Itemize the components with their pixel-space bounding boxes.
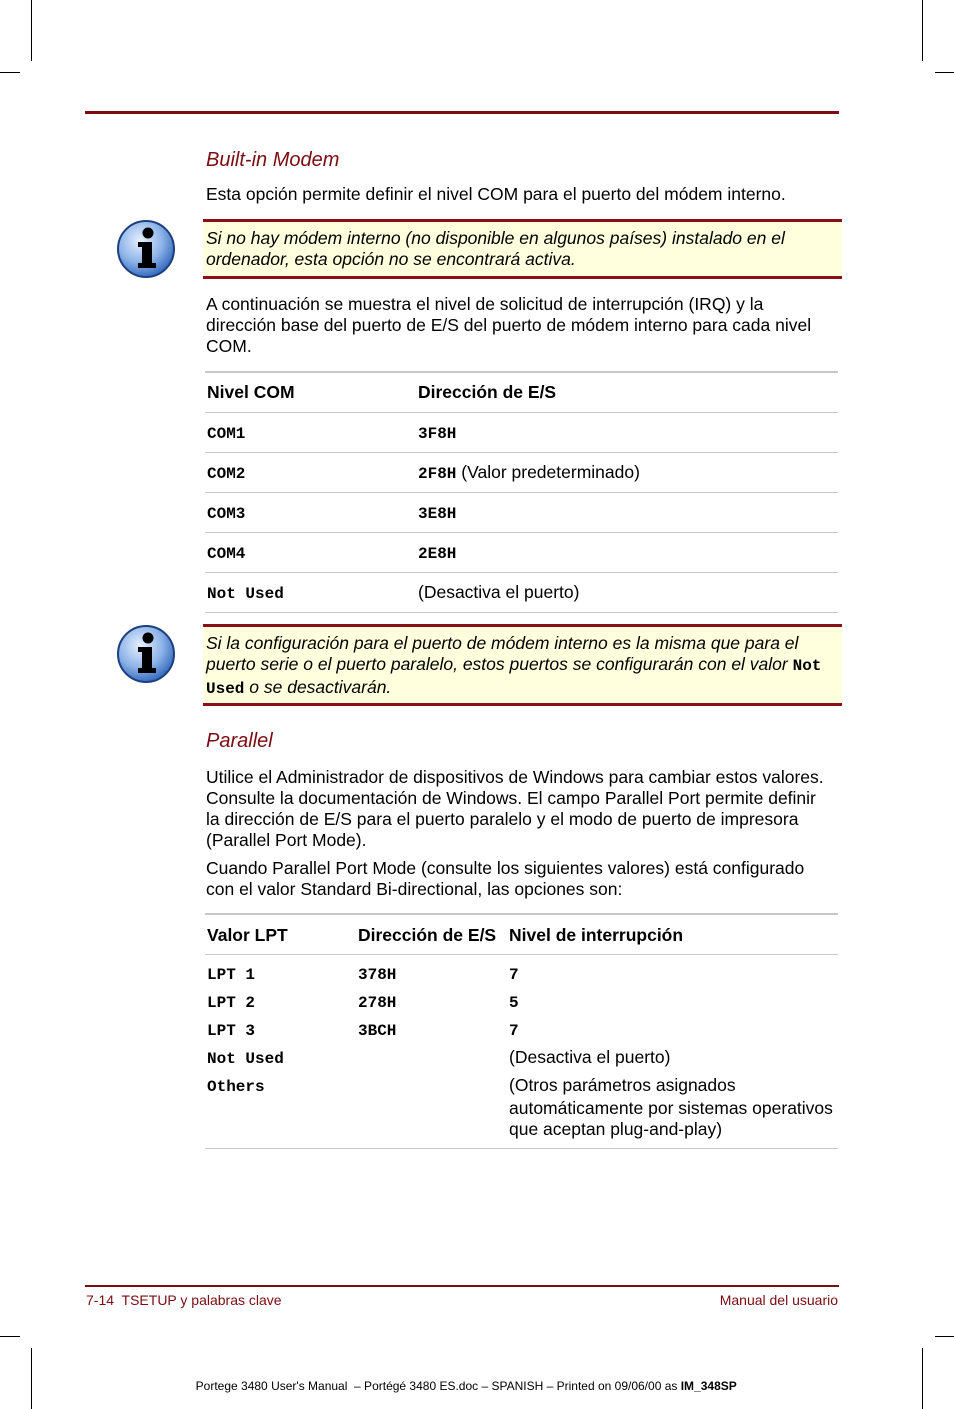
table-row [205, 493, 838, 533]
parallel-paragraph: Utilice el Administrador de dispositivos de Windows para cambiar estos valores. Consulte la documentación de Windows. El campo Parallel Port permite definir la dirección de E/S para el puerto paralelo y el modo de puerto de impresora (Parallel Port Mode). [206, 767, 824, 850]
note-no-modem [203, 219, 842, 279]
intro-text: Esta opción permite definir el nivel COM para el puerto del módem interno. [206, 184, 786, 204]
section-heading-modem: Built-in Modem [206, 149, 340, 171]
column-header: Nivel de interrupción [507, 914, 838, 955]
footer-right: Manual del usuario [719, 1292, 838, 1308]
column-header: Valor LPT [205, 914, 356, 955]
com-level: COM2 [207, 465, 246, 483]
table-row [205, 573, 838, 613]
section-heading-parallel: Parallel [206, 730, 273, 752]
note-port-conflict [203, 624, 842, 706]
table-row [205, 413, 838, 453]
column-header: Nivel COM [205, 372, 416, 413]
info-icon [116, 219, 176, 279]
crop-mark [935, 72, 954, 73]
table-row [205, 453, 838, 493]
table-header-row [205, 372, 838, 413]
irq-description: (Desactiva el puerto) [509, 1047, 671, 1067]
note-text: Si no hay módem interno (no disponible en algunos países) instalado en el ordenador, esta opción no se encontrará activa. [206, 228, 785, 269]
crop-mark [0, 1336, 20, 1337]
crop-mark [31, 0, 32, 61]
crop-mark [31, 1348, 32, 1409]
com-table [205, 371, 838, 613]
note-text: Si la configuración para el puerto de módem interno es la misma que para el puerto serie o el puerto paralelo, estos puertos se configurarán con el valor [206, 633, 799, 674]
irq-description: (Otros parámetros asignados automáticamente por sistemas operativos que aceptan plug-and-play) [509, 1075, 833, 1139]
print-info-doc-id: IM_348SP [680, 1379, 737, 1393]
table-row [205, 1075, 838, 1149]
table-row [205, 991, 838, 1019]
header-rule [85, 111, 839, 114]
io-address: 2E8H [418, 545, 457, 563]
table-row [205, 955, 838, 992]
lpt-table [205, 913, 838, 1149]
column-header: Dirección de E/S [356, 914, 507, 955]
table-header-row [205, 914, 838, 955]
lpt-value: LPT 2 [207, 994, 256, 1012]
irq-level: 7 [509, 1022, 519, 1040]
crop-mark [0, 72, 20, 73]
irq-level: 7 [509, 966, 519, 984]
footer-rule [85, 1285, 839, 1287]
table-row [205, 1047, 838, 1075]
io-address: 278H [358, 994, 397, 1012]
irq-level: 5 [509, 994, 519, 1012]
io-address: 3E8H [418, 505, 457, 523]
mode-paragraph: Cuando Parallel Port Mode (consulte los siguientes valores) está configurado con el valor Standard Bi-directional, las opciones son: [206, 858, 805, 899]
column-header: Dirección de E/S [416, 372, 838, 413]
com-level: Not Used [207, 585, 284, 603]
address-note: (Desactiva el puerto) [418, 582, 580, 602]
print-info-text: Portege 3480 User's Manual – Portégé 3480 ES.doc – SPANISH – Printed on 09/06/00 as [195, 1379, 681, 1393]
note-code: Not Used [206, 657, 822, 698]
irq-paragraph: A continuación se muestra el nivel de solicitud de interrupción (IRQ) y la dirección base del puerto de E/S del puerto de módem interno para cada nivel COM. [206, 294, 812, 356]
lpt-value: LPT 3 [207, 1022, 256, 1040]
note-text-end: o se desactivarán. [244, 677, 392, 697]
print-info [189, 1365, 737, 1393]
io-address: 3F8H [418, 425, 457, 443]
com-level: COM3 [207, 505, 246, 523]
table-row [205, 1019, 838, 1047]
info-icon [116, 624, 176, 684]
footer-left: 7-14 TSETUP y palabras clave [86, 1292, 282, 1308]
lpt-value: Not Used [207, 1050, 284, 1068]
crop-mark [922, 1348, 923, 1409]
io-address: 378H [358, 966, 397, 984]
com-level: COM4 [207, 545, 246, 563]
crop-mark [935, 1336, 954, 1337]
io-address: 2F8H [418, 465, 457, 483]
io-address: 3BCH [358, 1022, 397, 1040]
com-level: COM1 [207, 425, 246, 443]
address-note: (Valor predeterminado) [456, 462, 640, 482]
crop-mark [922, 0, 923, 61]
table-row [205, 533, 838, 573]
lpt-value: Others [207, 1078, 265, 1096]
lpt-value: LPT 1 [207, 966, 256, 984]
